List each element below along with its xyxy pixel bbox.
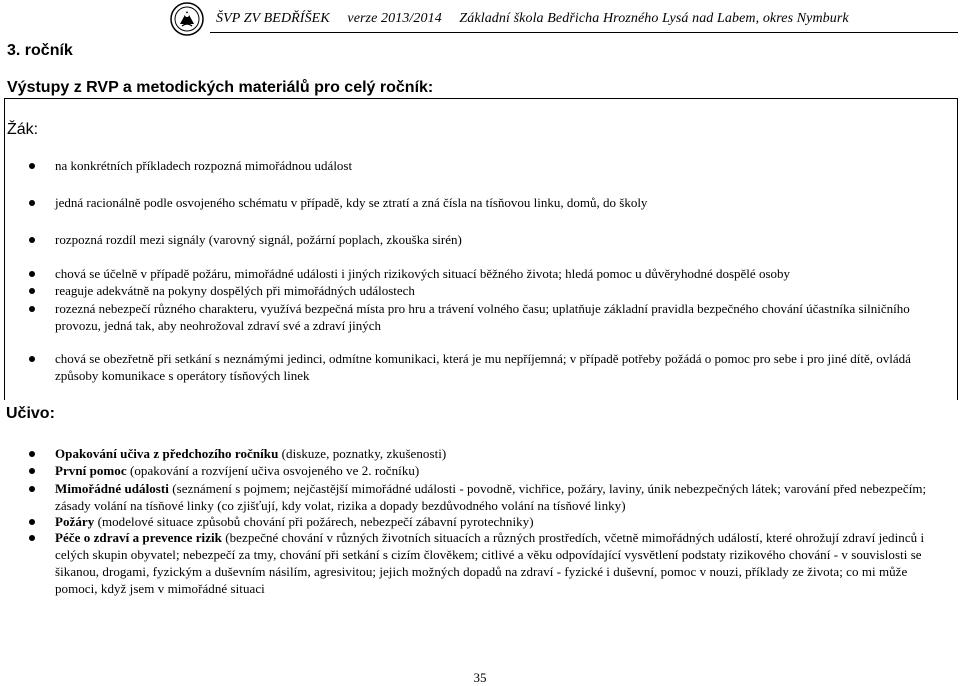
topic-item [55,513,937,530]
topic-heading: Péče o zdraví a prevence rizik [55,530,222,545]
topic-detail: (seznámení s pojmem; nejčastější mimořádné události - povodně, vichřice, požáry, laviny, únik nebezpečných látek; varování před nebezpečím; zásady volání na tísňové linky (co zjišťují, kdy volat, rizika a dopady bezdůvodného volání na tísňové linky) [55,481,927,513]
output-item: jedná racionálně podle osvojeného schématu v případě, kdy se ztratí a zná čísla na tísňovou linku, domů, do školy [55,194,935,211]
topic-item [55,445,937,462]
topic-detail: (bezpečné chování v různých životních situacích a různých prostředích, včetně mimořádných událostí, které ohrožují zdraví jedinců i celých skupin obyvatel; nebezpečí za tmy, chování při setkání s cizím člověkem; citlivé a věku odpovídající vysvětlení podstaty rizikového chování - v souvislosti se šikanou, drogami, fyzickým a duševním násilím, agresivitou; jejich možných dopadů na zdraví - fyzické i duševní, pomoc v nouzi, příklady ze života; co mi může pomoci, když jsem v mimořádné situaci [55,530,925,596]
topics-title: Učivo: [6,405,55,422]
page-header [216,11,863,27]
output-item: rozezná nebezpečí různého charakteru, využívá bezpečná místa pro hru a trávení volného času; uplatňuje základní pravidla bezpečného chování účastníka silničního provozu, jedná tak, aby neohrožoval zdraví své a zdraví jiných [55,300,935,334]
header-program: ŠVP ZV BEDŘÍŠEK [216,11,330,26]
topic-heading: Opakování učiva z předchozího ročníku [55,446,279,461]
output-item: reaguje adekvátně na pokyny dospělých při mimořádných událostech [55,282,935,299]
output-item: rozpozná rozdíl mezi signály (varovný signál, požární poplach, zkouška sirén) [55,231,935,248]
topic-item [55,480,937,514]
outputs-title: Výstupy z RVP a metodických materiálů pro celý ročník: [7,79,434,96]
topic-item [55,529,937,597]
page-number: 35 [473,670,487,685]
header-school: Základní škola Bedřicha Hrozného Lysá nad Labem, okres Nymburk [459,11,849,26]
topic-item [55,462,937,479]
grade-title: 3. ročník [7,42,73,59]
header-divider [210,32,958,33]
topic-detail: (opakování a rozvíjení učiva osvojeného ve 2. ročníku) [126,463,420,478]
topic-heading: Mimořádné události [55,481,169,496]
topic-detail: (modelové situace způsobů chování při požárech, nebezpečí zábavní pyrotechniky) [94,514,534,529]
header-version: verze 2013/2014 [347,11,442,26]
output-item: chová se účelně v případě požáru, mimořádné události i jiných rizikových situací běžného života; hledá pomoc u důvěryhodné dospělé osoby [55,265,935,282]
school-logo-icon [170,2,204,36]
student-label: Žák: [7,121,39,138]
output-item: chová se obezřetně při setkání s neznámými jedinci, odmítne komunikaci, která je mu nepříjemná; v případě potřeby požádá o pomoc pro sebe i pro jiné dítě, ovládá způsoby komunikace s operátory tísňových linek [55,350,935,384]
topic-heading: První pomoc [55,463,127,478]
output-item: na konkrétních příkladech rozpozná mimořádnou událost [55,157,935,174]
topic-detail: (diskuze, poznatky, zkušenosti) [278,446,447,461]
topic-heading: Požáry [55,514,95,529]
